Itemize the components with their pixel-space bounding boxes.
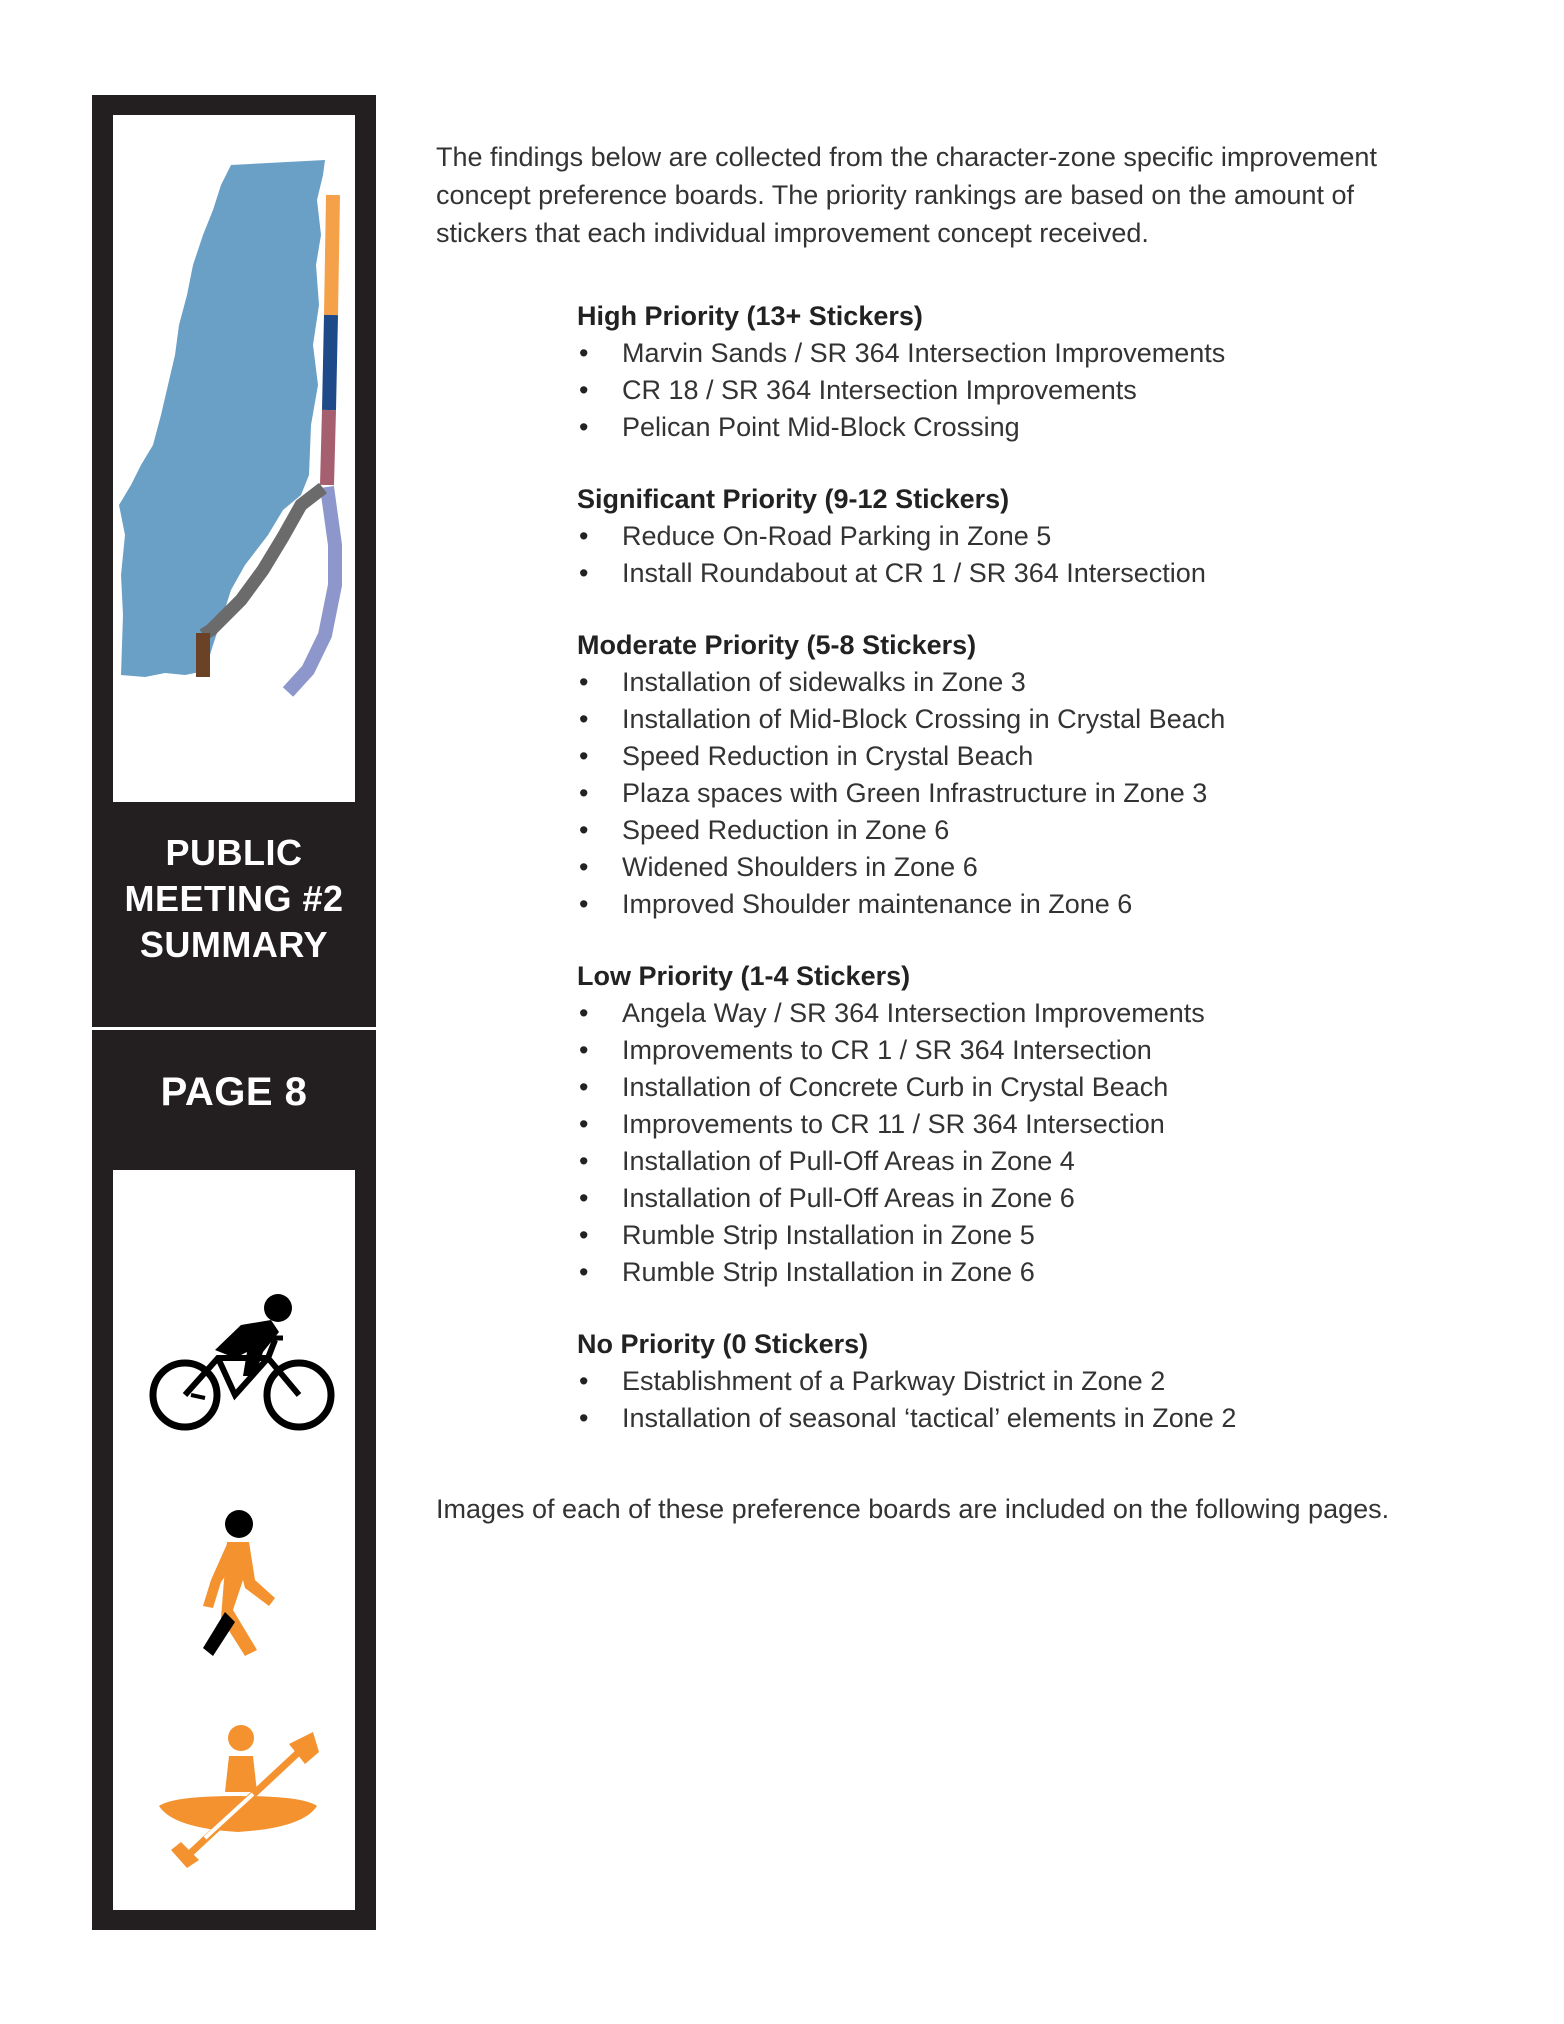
list-item: • Widened Shoulders in Zone 6 (577, 849, 1477, 886)
section-heading: Low Priority (1-4 Stickers) (577, 961, 911, 991)
list-item: • Installation of sidewalks in Zone 3 (577, 664, 1477, 701)
list-item: • Improvements to CR 1 / SR 364 Intersection (577, 1032, 1477, 1069)
list-item: • Improvements to CR 11 / SR 364 Intersection (577, 1106, 1477, 1143)
intro-paragraph: The findings below are collected from the character-zone specific improvement concept preference boards. The priority rankings are based on the amount of stickers that each individual improvement concept received. (436, 142, 1377, 248)
list-item: • Rumble Strip Installation in Zone 5 (577, 1217, 1477, 1254)
document-title (92, 830, 376, 968)
list-item: • Installation of seasonal ‘tactical’ elements in Zone 2 (577, 1400, 1477, 1437)
list-item: • Marvin Sands / SR 364 Intersection Improvements (577, 335, 1477, 372)
bullet-list (577, 995, 1477, 1291)
title-line-2: MEETING #2 (124, 878, 344, 919)
bullet-list (577, 518, 1477, 592)
bullet-list (577, 664, 1477, 923)
list-item: • Speed Reduction in Crystal Beach (577, 738, 1477, 775)
section-significant-priority (577, 481, 1477, 592)
list-item: • Install Roundabout at CR 1 / SR 364 Intersection (577, 555, 1477, 592)
list-item: • Establishment of a Parkway District in Zone 2 (577, 1363, 1477, 1400)
sidebar-divider (92, 1027, 376, 1030)
icons-panel (113, 1170, 355, 1910)
segment-orange (331, 195, 333, 315)
bullet-list (577, 1363, 1477, 1437)
title-line-3: SUMMARY (139, 924, 329, 965)
closing-paragraph: Images of each of these preference boards are included on the following pages. (436, 1494, 1390, 1524)
cyclist-icon (143, 1290, 343, 1440)
list-item: • Installation of Pull-Off Areas in Zone 4 (577, 1143, 1477, 1180)
list-item: • Installation of Mid-Block Crossing in Crystal Beach (577, 701, 1477, 738)
section-heading: High Priority (13+ Stickers) (577, 301, 923, 331)
priority-sections (577, 298, 1477, 1472)
corridor-map-icon (113, 115, 355, 802)
section-moderate-priority (577, 627, 1477, 923)
page-number: PAGE 8 (160, 1070, 308, 1114)
map-panel (113, 115, 355, 802)
pedestrian-icon (183, 1510, 293, 1660)
section-heading: Moderate Priority (5-8 Stickers) (577, 630, 977, 660)
section-heading: Significant Priority (9-12 Stickers) (577, 484, 1010, 514)
list-item: • Pelican Point Mid-Block Crossing (577, 409, 1477, 446)
list-item: • Reduce On-Road Parking in Zone 5 (577, 518, 1477, 555)
sidebar (92, 95, 376, 1930)
kayak-icon (153, 1720, 323, 1870)
section-high-priority (577, 298, 1477, 446)
list-item: • Improved Shoulder maintenance in Zone 6 (577, 886, 1477, 923)
lake-shape (119, 160, 325, 677)
list-item: • Angela Way / SR 364 Intersection Improvements (577, 995, 1477, 1032)
bullet-list (577, 335, 1477, 446)
list-item: • CR 18 / SR 364 Intersection Improvements (577, 372, 1477, 409)
list-item: • Rumble Strip Installation in Zone 6 (577, 1254, 1477, 1291)
section-no-priority (577, 1326, 1477, 1437)
list-item: • Speed Reduction in Zone 6 (577, 812, 1477, 849)
list-item: • Installation of Concrete Curb in Crystal Beach (577, 1069, 1477, 1106)
segment-maroon (327, 410, 329, 485)
section-low-priority (577, 958, 1477, 1291)
title-line-1: PUBLIC (165, 832, 303, 873)
segment-navy (329, 315, 331, 410)
section-heading: No Priority (0 Stickers) (577, 1329, 869, 1359)
list-item: • Plaza spaces with Green Infrastructure in Zone 3 (577, 775, 1477, 812)
list-item: • Installation of Pull-Off Areas in Zone 6 (577, 1180, 1477, 1217)
